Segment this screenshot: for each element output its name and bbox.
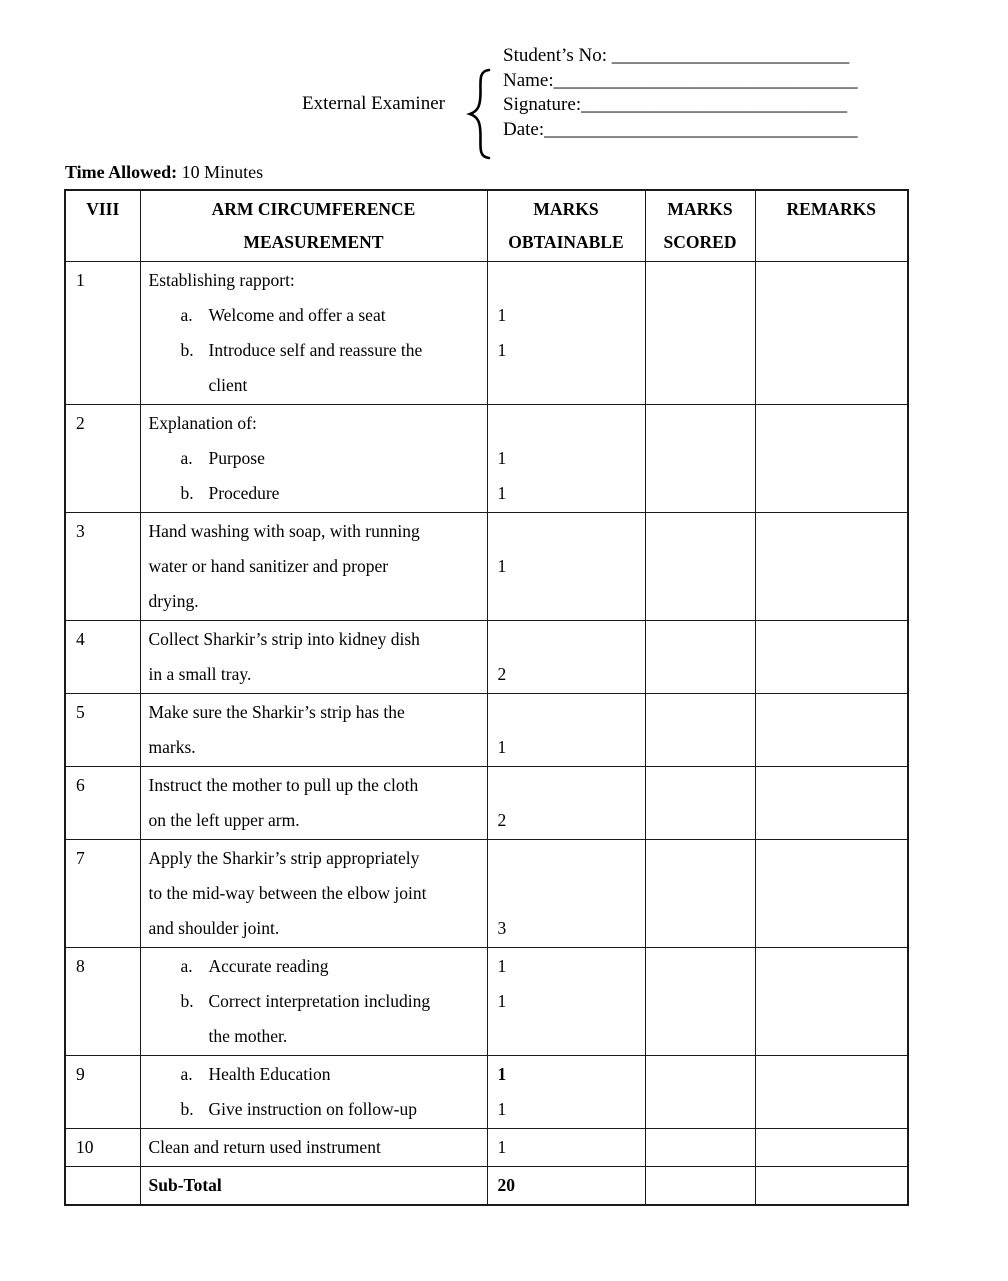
row-number-cell: 8 bbox=[65, 948, 140, 1056]
col-header-marks-scored: MARKS SCORED bbox=[645, 190, 755, 262]
mark-value: 1 bbox=[497, 1099, 507, 1119]
task-cell bbox=[140, 513, 487, 621]
task-text: Welcome and offer a seat bbox=[208, 305, 386, 325]
task-line bbox=[141, 298, 487, 333]
remarks-cell bbox=[755, 694, 908, 767]
list-marker: a. bbox=[180, 305, 193, 325]
task-line bbox=[141, 949, 487, 984]
header-row bbox=[65, 190, 908, 262]
row-number-cell: 10 bbox=[65, 1129, 140, 1167]
remarks-cell bbox=[755, 767, 908, 840]
examiner-fields bbox=[503, 44, 858, 142]
table-row bbox=[65, 948, 908, 1056]
table-row bbox=[65, 621, 908, 694]
task-text: Accurate reading bbox=[208, 956, 329, 976]
marks-obtainable-cell bbox=[487, 621, 645, 694]
row-number-cell: 9 bbox=[65, 1056, 140, 1129]
table-row bbox=[65, 405, 908, 513]
time-allowed-label: Time Allowed: bbox=[65, 162, 178, 182]
task-line: Apply the Sharkir’s strip appropriately bbox=[148, 848, 420, 868]
mark-value bbox=[488, 263, 645, 298]
marks-scored-cell bbox=[645, 405, 755, 513]
external-examiner-label: External Examiner bbox=[302, 93, 445, 114]
time-allowed-value: 10 Minutes bbox=[181, 162, 264, 182]
mark-value: 1 bbox=[497, 305, 507, 325]
marks-scored-cell bbox=[645, 767, 755, 840]
mark-value: 1 bbox=[497, 340, 507, 360]
task-line bbox=[141, 1092, 487, 1127]
marks-scored-cell bbox=[645, 513, 755, 621]
row-number-cell: 7 bbox=[65, 840, 140, 948]
list-marker: b. bbox=[180, 1099, 194, 1119]
task-line: Explanation of: bbox=[148, 413, 257, 433]
task-cell bbox=[140, 1056, 487, 1129]
task-text: Correct interpretation including bbox=[208, 991, 431, 1011]
mark-value: 1 bbox=[497, 556, 507, 576]
marking-table bbox=[64, 189, 909, 1206]
task-cell bbox=[140, 262, 487, 405]
marking-table-wrap bbox=[64, 189, 909, 1206]
mark-value bbox=[488, 584, 645, 619]
task-line: in a small tray. bbox=[148, 664, 252, 684]
table-row bbox=[65, 262, 908, 405]
remarks-cell bbox=[755, 262, 908, 405]
task-cell bbox=[140, 1167, 487, 1206]
list-marker: b. bbox=[180, 991, 194, 1011]
marks-scored-cell bbox=[645, 1167, 755, 1206]
remarks-cell bbox=[755, 513, 908, 621]
student-no-field: Student’s No: _________________________ bbox=[503, 45, 850, 66]
list-marker: a. bbox=[180, 956, 193, 976]
mark-value bbox=[488, 406, 645, 441]
remarks-cell bbox=[755, 948, 908, 1056]
task-cell bbox=[140, 405, 487, 513]
task-line: Instruct the mother to pull up the cloth bbox=[148, 775, 419, 795]
col-header-section: VIII bbox=[65, 190, 140, 262]
mark-value: 1 bbox=[497, 991, 507, 1011]
date-field: Date:_________________________________ bbox=[503, 118, 858, 140]
marks-scored-cell bbox=[645, 621, 755, 694]
table-row bbox=[65, 767, 908, 840]
task-line: the mother. bbox=[208, 1026, 288, 1046]
task-line: water or hand sanitizer and proper bbox=[148, 556, 389, 576]
task-text: Procedure bbox=[208, 483, 280, 503]
list-marker: a. bbox=[180, 1064, 193, 1084]
mark-value: 1 bbox=[497, 956, 507, 976]
task-cell bbox=[140, 1129, 487, 1167]
task-cell bbox=[140, 767, 487, 840]
marks-scored-cell bbox=[645, 1056, 755, 1129]
task-line bbox=[141, 984, 487, 1019]
task-line: client bbox=[208, 375, 248, 395]
task-text: Introduce self and reassure the bbox=[208, 340, 423, 360]
mark-value bbox=[488, 841, 645, 876]
mark-value bbox=[488, 1019, 645, 1054]
row-number-cell: 1 bbox=[65, 262, 140, 405]
marks-scored-cell bbox=[645, 1129, 755, 1167]
table-row bbox=[65, 694, 908, 767]
name-field: Name:________________________________ bbox=[503, 69, 858, 91]
list-marker: b. bbox=[180, 340, 194, 360]
row-number-cell: 3 bbox=[65, 513, 140, 621]
marks-obtainable-cell bbox=[487, 694, 645, 767]
task-cell bbox=[140, 694, 487, 767]
mark-value bbox=[488, 695, 645, 730]
task-line: drying. bbox=[148, 591, 199, 611]
task-text: Purpose bbox=[208, 448, 265, 468]
task-line: Establishing rapport: bbox=[148, 270, 295, 290]
remarks-cell bbox=[755, 405, 908, 513]
task-line bbox=[141, 441, 487, 476]
marks-obtainable-cell bbox=[487, 767, 645, 840]
col-header-marks-obtainable: MARKS OBTAINABLE bbox=[487, 190, 645, 262]
mark-value: 2 bbox=[497, 810, 507, 830]
mark-value: 3 bbox=[497, 918, 507, 938]
row-number-cell: 6 bbox=[65, 767, 140, 840]
mark-value bbox=[488, 368, 645, 403]
marks-obtainable-cell bbox=[487, 1056, 645, 1129]
row-number-cell bbox=[65, 1167, 140, 1206]
task-cell bbox=[140, 621, 487, 694]
remarks-cell bbox=[755, 1167, 908, 1206]
marks-scored-cell bbox=[645, 948, 755, 1056]
task-text: Give instruction on follow-up bbox=[208, 1099, 418, 1119]
remarks-cell bbox=[755, 621, 908, 694]
task-line: Make sure the Sharkir’s strip has the bbox=[148, 702, 405, 722]
mark-value bbox=[488, 622, 645, 657]
remarks-cell bbox=[755, 840, 908, 948]
list-marker: b. bbox=[180, 483, 194, 503]
mark-value bbox=[488, 876, 645, 911]
marks-obtainable-cell bbox=[487, 513, 645, 621]
row-number-cell: 4 bbox=[65, 621, 140, 694]
marks-scored-cell bbox=[645, 694, 755, 767]
row-number-cell: 5 bbox=[65, 694, 140, 767]
row-number-cell: 2 bbox=[65, 405, 140, 513]
marks-obtainable-cell bbox=[487, 1167, 645, 1206]
task-line: to the mid-way between the elbow joint bbox=[148, 883, 427, 903]
task-line bbox=[141, 1057, 487, 1092]
task-cell bbox=[140, 840, 487, 948]
score-table-body bbox=[65, 262, 908, 1206]
task-line: Collect Sharkir’s strip into kidney dish bbox=[148, 629, 420, 649]
task-line: on the left upper arm. bbox=[148, 810, 300, 830]
signature-field: Signature:____________________________ bbox=[503, 94, 848, 115]
remarks-cell bbox=[755, 1056, 908, 1129]
task-cell bbox=[140, 948, 487, 1056]
task-line: Clean and return used instrument bbox=[148, 1137, 381, 1157]
mark-value: 1 bbox=[497, 483, 507, 503]
remarks-cell bbox=[755, 1129, 908, 1167]
marks-obtainable-cell bbox=[487, 1129, 645, 1167]
mark-value: 20 bbox=[497, 1175, 515, 1195]
marks-scored-cell bbox=[645, 262, 755, 405]
marks-obtainable-cell bbox=[487, 948, 645, 1056]
task-line bbox=[141, 476, 487, 511]
col-header-remarks: REMARKS bbox=[755, 190, 908, 262]
table-row bbox=[65, 1129, 908, 1167]
mark-value bbox=[488, 514, 645, 549]
marks-scored-cell bbox=[645, 840, 755, 948]
mark-value: 1 bbox=[497, 448, 507, 468]
task-line: Sub-Total bbox=[148, 1175, 222, 1195]
marks-obtainable-cell bbox=[487, 405, 645, 513]
col-header-task: ARM CIRCUMFERENCE MEASUREMENT bbox=[140, 190, 487, 262]
task-line: and shoulder joint. bbox=[148, 918, 280, 938]
task-line: marks. bbox=[148, 737, 196, 757]
task-line: Hand washing with soap, with running bbox=[148, 521, 420, 541]
brace-icon bbox=[463, 67, 497, 161]
list-marker: a. bbox=[180, 448, 193, 468]
table-row bbox=[65, 513, 908, 621]
task-text: Health Education bbox=[208, 1064, 331, 1084]
marks-obtainable-cell bbox=[487, 262, 645, 405]
marks-obtainable-cell bbox=[487, 840, 645, 948]
mark-value: 1 bbox=[497, 737, 507, 757]
task-line bbox=[141, 333, 487, 368]
table-row bbox=[65, 1167, 908, 1206]
mark-value bbox=[488, 768, 645, 803]
table-row bbox=[65, 840, 908, 948]
mark-value: 2 bbox=[497, 664, 507, 684]
mark-value: 1 bbox=[497, 1064, 507, 1084]
time-allowed-line bbox=[65, 162, 263, 183]
mark-value: 1 bbox=[497, 1137, 507, 1157]
table-row bbox=[65, 1056, 908, 1129]
